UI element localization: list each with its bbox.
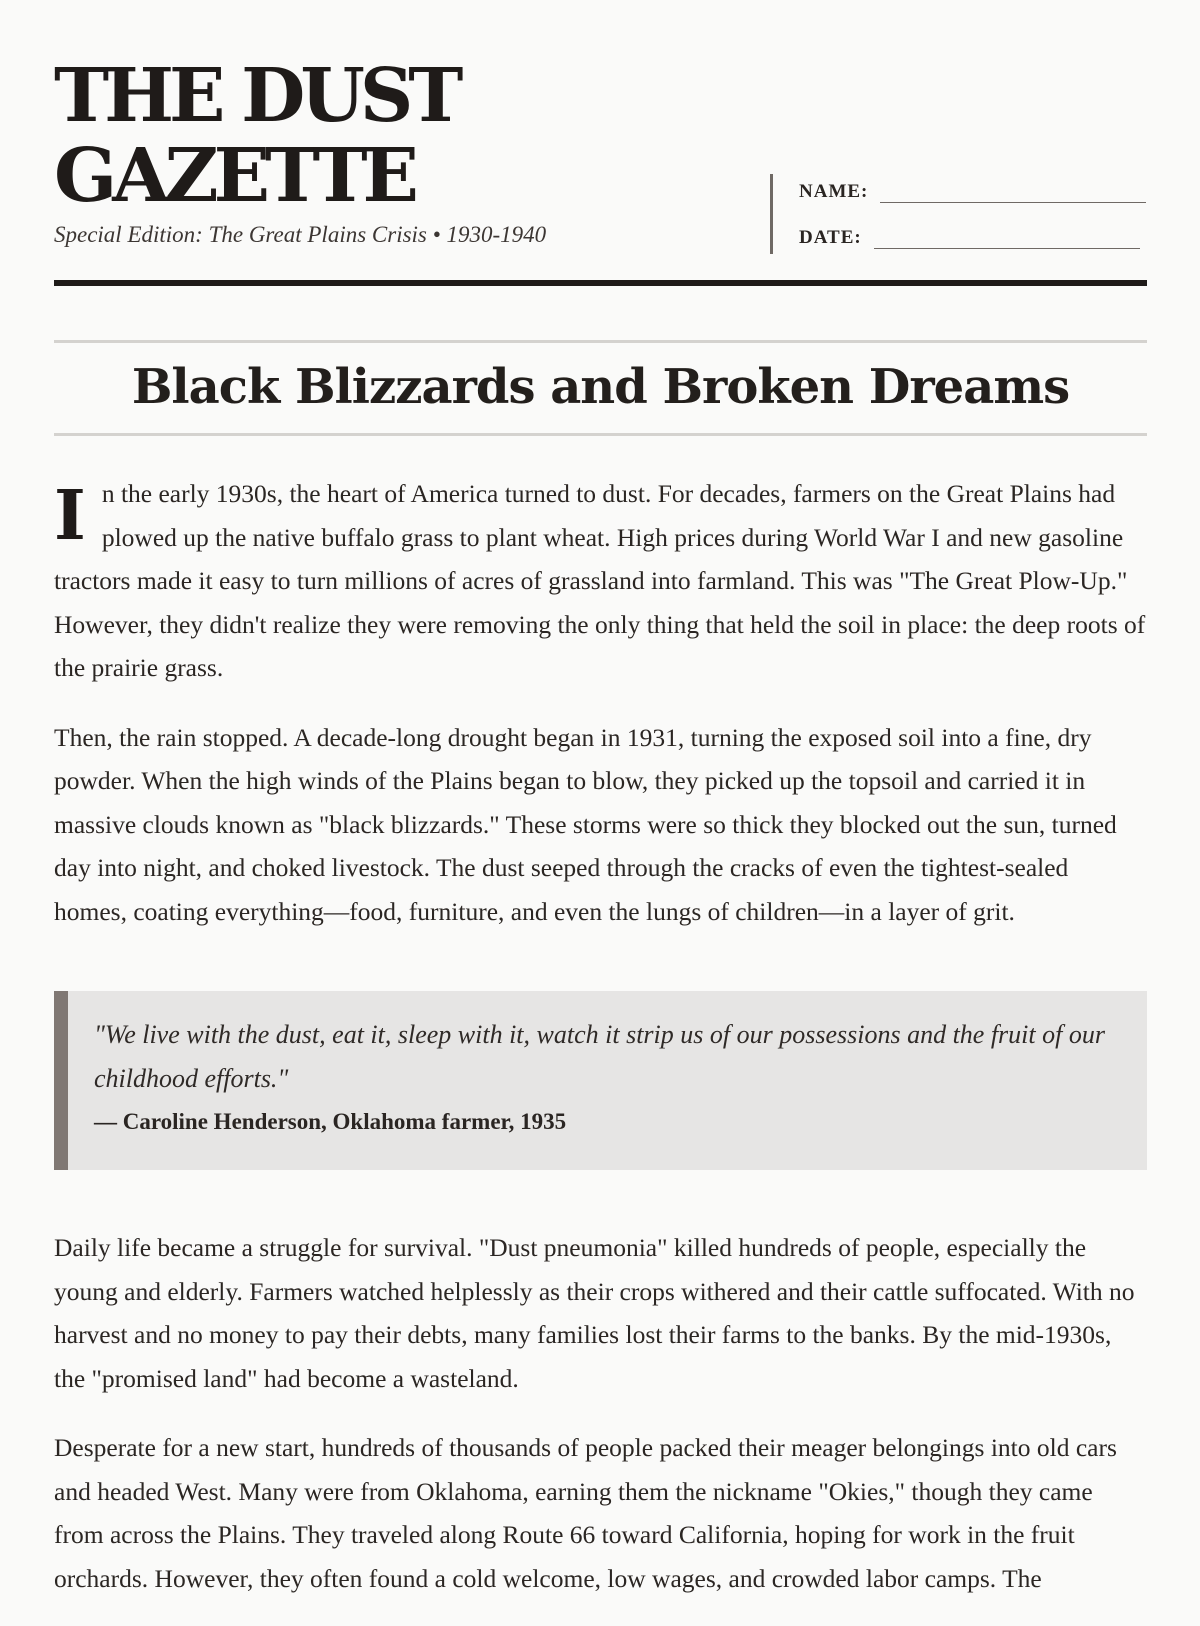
- masthead-divider: [54, 280, 1147, 286]
- newspaper-title: [54, 53, 459, 219]
- paragraph-2: Then, the rain stopped. A decade-long drought began in 1931, turning the exposed soil into a fine, dry powder. When the high winds of the Plains began to blow, they picked up the topsoil and carried it in massive clouds known as "black blizzards." These storms were so thick they blocked out the sun, turned day into night, and choked livestock. The dust seeped through the cracks of even the tightest-sealed homes, coating everything—food, furniture, and even the lungs of children—in a layer of grit.: [54, 722, 1117, 926]
- paragraph-1: [54, 472, 1147, 690]
- article-body: [54, 472, 1147, 1626]
- paragraph-3: Daily life became a struggle for survival. "Dust pneumonia" killed hundreds of people, especially the young and elderly. Farmers watched helplessly as their crops withered and their cattle suffocated. With no harvest and no money to pay their debts, many families lost their farms to the banks. By the mid-1930s, the "promised land" had become a wasteland.: [54, 1233, 1135, 1393]
- name-field[interactable]: [799, 178, 1146, 203]
- date-blank-line[interactable]: [874, 224, 1140, 249]
- paragraph-4: Desperate for a new start, hundreds of thousands of people packed their meager belongings into old cars and headed West. Many were from Oklahoma, earning them the nickname "Okies," though they came from across the Plains. They traveled along Route 66 toward California, hoping for work in the fruit orchards. However, they often found a cold welcome, low wages, and crowded labor camps. The: [54, 1433, 1117, 1593]
- title-line-1: THE DUST: [54, 53, 459, 139]
- quote-text: "We live with the dust, eat it, sleep with it, watch it strip us of our possessions and the fruit of our childhood efforts.": [94, 1020, 1105, 1093]
- quote-attribution: — Caroline Henderson, Oklahoma farmer, 1935: [94, 1109, 567, 1134]
- paragraph-1-text: n the early 1930s, the heart of America turned to dust. For decades, farmers on the Great Plains had plowed up the native buffalo grass to plant wheat. High prices during World War I and new gasoline tractors made it easy to turn millions of acres of grassland into farmland. This was "The Great Plow-Up." However, they didn't realize they were removing the only thing that held the soil in place: the deep roots of the prairie grass.: [54, 479, 1146, 682]
- edition-subtitle: Special Edition: The Great Plains Crisis • 1930-1940: [54, 222, 547, 247]
- article-headline: Black Blizzards and Broken Dreams: [131, 359, 1070, 415]
- name-blank-line[interactable]: [880, 178, 1146, 203]
- headline-box: [54, 340, 1147, 436]
- date-field[interactable]: [799, 224, 1140, 249]
- drop-cap: I: [54, 476, 86, 556]
- name-label: NAME:: [799, 181, 869, 202]
- title-line-2: GAZETTE: [54, 133, 414, 219]
- masthead: [54, 0, 1147, 288]
- worksheet-page: [54, 0, 1147, 1593]
- pull-quote: [54, 991, 1147, 1170]
- date-label: DATE:: [799, 227, 862, 248]
- student-info-fields: [770, 174, 1150, 254]
